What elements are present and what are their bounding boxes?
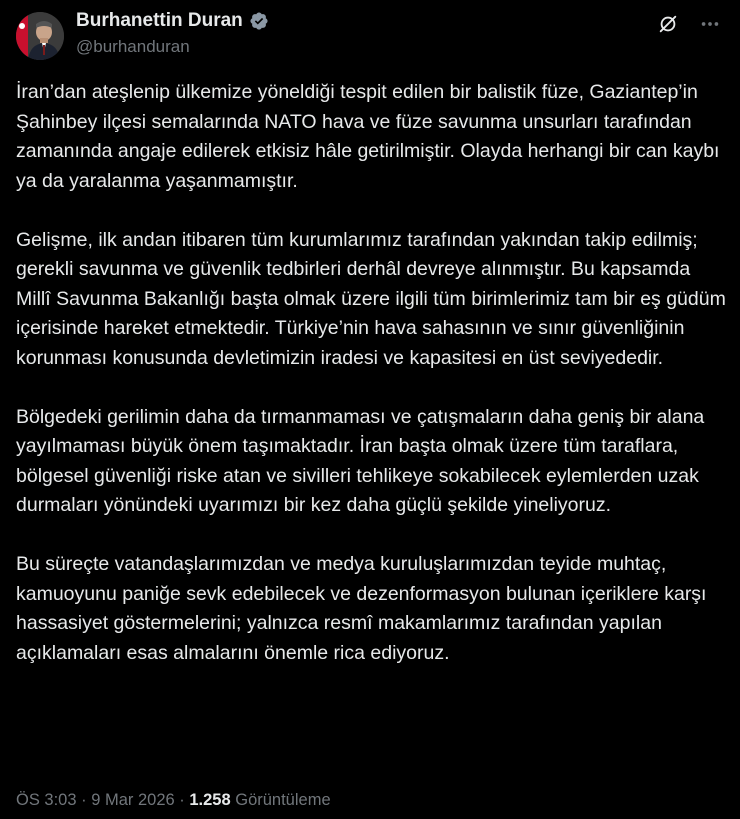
- tweet-paragraph: Bu süreçte vatandaşlarımızdan ve medya kuruluşlarımızdan teyide muhtaç, kamuoyunu paniğe sevk edebilecek ve dezenformasyon bulunan içeriklere karşı hassasiyet göstermelerini; yalnızca resmî makamlarımız tarafından yapılan açıklamaları esas almalarını önemle rica ediyoruz.: [16, 553, 707, 664]
- more-icon[interactable]: [698, 12, 722, 36]
- grok-icon[interactable]: [656, 12, 680, 36]
- author-name[interactable]: Burhanettin Duran: [76, 10, 243, 31]
- header-actions: [656, 12, 722, 36]
- avatar[interactable]: [16, 12, 64, 60]
- tweet-date[interactable]: 9 Mar 2026: [91, 791, 175, 809]
- views-count: 1.258: [189, 791, 231, 809]
- tweet-paragraph: Bölgedeki gerilimin daha da tırmanmaması ve çatışmaların daha geniş bir alana yayılmaması büyük önem taşımaktadır. İran başta olmak üzere tüm taraflara, bölgesel güvenliği riske atan ve sivilleri tehlikeye sokabilecek eylemlerden uzak durmaları yönündeki uyarımızı bir kez daha güçlü şekilde yineliyoruz.: [16, 405, 705, 516]
- author-name-row[interactable]: [76, 9, 269, 33]
- verified-badge-icon: [249, 11, 269, 31]
- views-label: Görüntüleme: [230, 791, 331, 809]
- meta-separator: ·: [76, 791, 92, 809]
- tweet-paragraph: Gelişme, ilk andan itibaren tüm kurumlarımız tarafından yakından takip edilmiş; gerekli savunma ve güvenlik tedbirleri derhâl devreye alınmıştır. Bu kapsamda Millî Savunma Bakanlığı başta olmak üzere ilgili tüm birimlerimiz tam bir eş güdüm içerisinde hareket etmektedir. Türkiye’nin hava sahasının ve sınır güvenliğinin korunması konusunda devletimizin iradesi ve kapasitesi en üst seviyededir.: [16, 228, 726, 369]
- author-handle[interactable]: @burhanduran: [76, 37, 190, 56]
- tweet-time[interactable]: ÖS 3:03: [16, 791, 77, 809]
- tweet-text: [16, 78, 728, 698]
- tweet-paragraph: İran’dan ateşlenip ülkemize yöneldiği tespit edilen bir balistik füze, Gaziantep’in Şahinbey ilçesi semalarında NATO hava ve füze savunma unsurları tarafından zamanında angaje edilerek etkisiz hâle getirilmiştir. Olayda herhangi bir can kaybı ya da yaralanma yaşanmamıştır.: [16, 81, 720, 192]
- tweet-meta: [16, 788, 331, 812]
- meta-separator: ·: [174, 791, 190, 809]
